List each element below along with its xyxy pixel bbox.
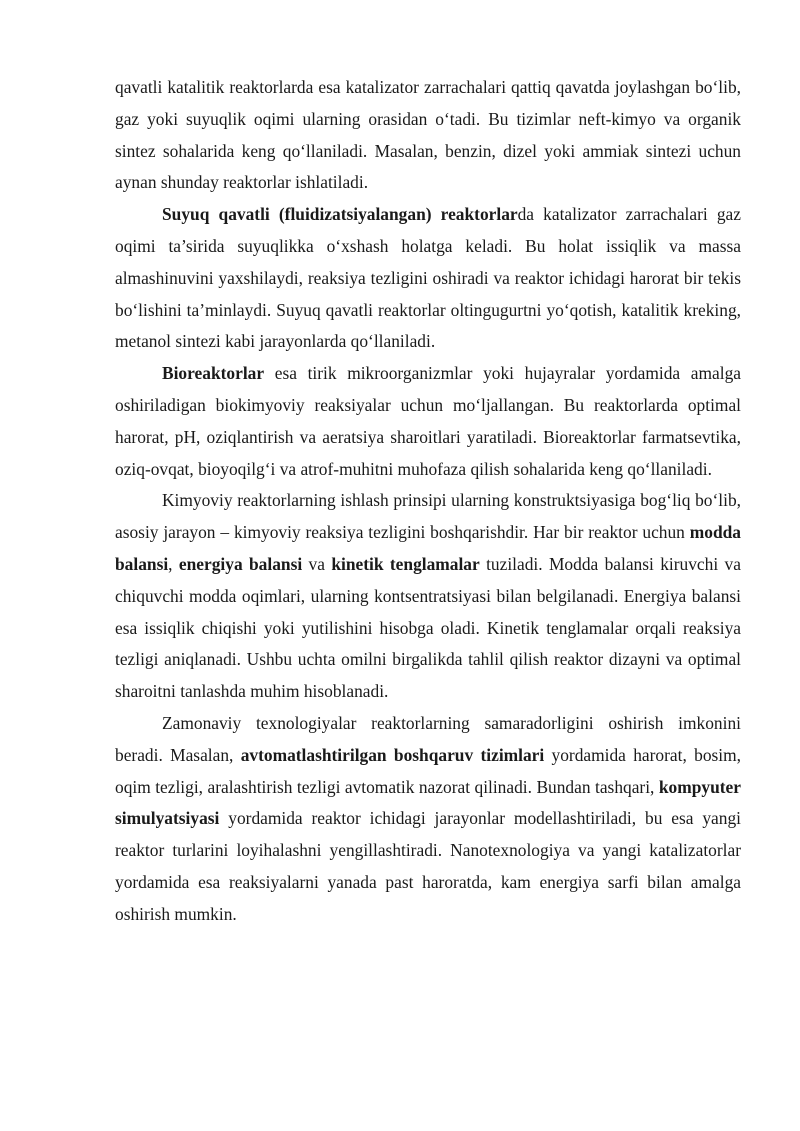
text-run: qavatli katalitik reaktorlarda esa katalizator zarrachalari qattiq qavatda joylashgan bo‘lib, gaz yoki suyuqlik oqimi ularning orasidan o‘tadi. Bu tizimlar neft-kimyo va organik sintez sohalarida keng qo‘llaniladi. Masalan, benzin, dizel yoki ammiak sintezi uchun aynan shunday reaktorlar ishlatiladi. [115, 77, 741, 193]
text-run: esa tirik mikroorganizmlar yoki hujayralar yordamida amalga oshiriladigan biokimyoviy reaksiyalar uchun mo‘ljallangan. Bu reaktorlarda optimal harorat, pH, oziqlantirish va aeratsiya sharoitlari yaratiladi. Bioreaktorlar farmatsevtika, oziq-ovqat, bioyoqilg‘i va atrof-muhitni muhofaza qilish sohalarida keng qo‘llaniladi. [115, 363, 741, 479]
document-body [115, 72, 741, 931]
bold-term: Suyuq qavatli (fluidizatsiyalangan) reaktorlar [162, 204, 518, 225]
text-run: da katalizator zarrachalari gaz oqimi ta’sirida suyuqlikka o‘xshash holatga keladi. Bu holat issiqlik va massa almashinuvini yaxshilaydi, reaksiya tezligini oshiradi va reaktor ichidagi harorat bir tekis bo‘lishini ta’minlaydi. Suyuq qavatli reaktorlar oltingugurtni yo‘qotish, katalitik kreking, metanol sintezi kabi jarayonlarda qo‘llaniladi. [115, 204, 741, 352]
text-run: Kimyoviy reaktorlarning ishlash prinsipi ularning konstruktsiyasiga bog‘liq bo‘lib, asosiy jarayon – kimyoviy reaksiya tezligini boshqarishdir. Har bir reaktor uchun [115, 490, 741, 543]
text-run: yordamida reaktor ichidagi jarayonlar modellashtiriladi, bu esa yangi reaktor turlarini loyihalashni yengillashtiradi. Nanotexnologiya va yangi katalizatorlar yordamida esa reaksiyalarni yanada past haroratda, kam energiya sarfi bilan amalga oshirish mumkin. [115, 808, 741, 924]
text-run: Zamonaviy texnologiyalar reaktorlarning samaradorligini oshirish imkonini beradi. Masalan, [115, 712, 741, 765]
bold-term: kompyuter simulyatsiyasi [115, 776, 741, 829]
bold-term: kinetik tenglamalar [331, 553, 480, 574]
paragraph [115, 708, 741, 931]
paragraph [115, 199, 741, 358]
bold-term: Bioreaktorlar [162, 363, 265, 384]
text-run: , [168, 553, 179, 574]
bold-term: energiya balansi [178, 553, 303, 574]
bold-term: modda balansi [115, 522, 741, 574]
text-run: tuziladi. Modda balansi kiruvchi va chiquvchi modda oqimlari, ularning kontsentratsiyasi bilan belgilanadi. Energiya balansi esa issiqlik chiqishi yoki yutilishini hisobga oladi. Kinetik tenglamalar orqali reaksiya tezligi aniqlanadi. Ushbu uchta omilni birgalikda tahlil qilish reaktor dizayni va optimal sharoitni tanlashda muhim hisoblanadi. [115, 553, 741, 702]
text-run: va [302, 553, 332, 574]
paragraph [115, 358, 741, 485]
paragraph [115, 485, 741, 708]
paragraph [115, 72, 741, 199]
text-run: yordamida harorat, bosim, oqim tezligi, aralashtirish tezligi avtomatik nazorat qilinadi. Bundan tashqari, [115, 744, 741, 797]
bold-term: avtomatlashtirilgan boshqaruv tizimlari [240, 744, 545, 765]
